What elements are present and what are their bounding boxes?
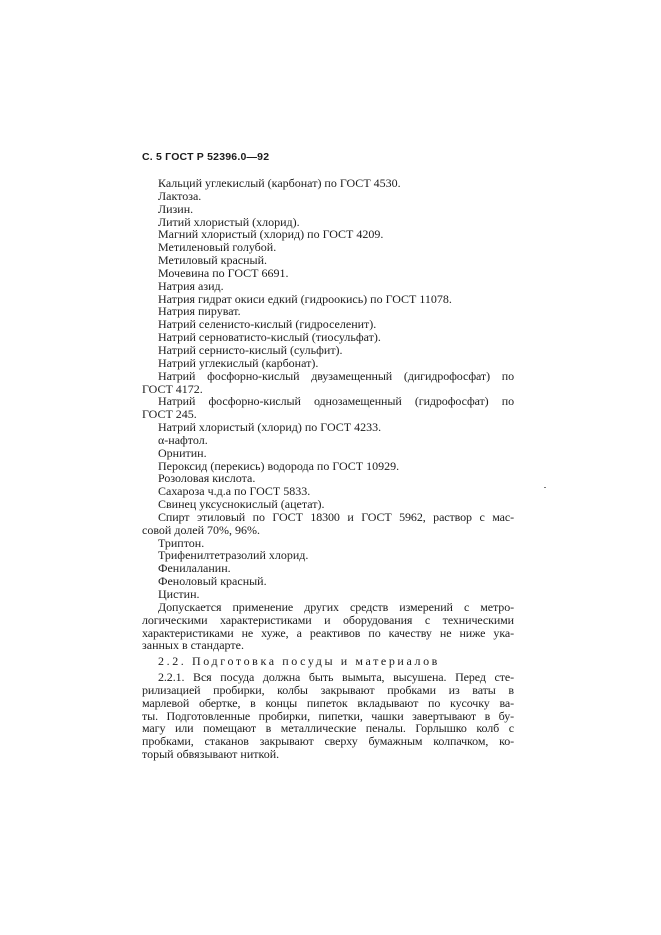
reagent-line: Натрий углекислый (карбонат). bbox=[158, 355, 319, 370]
permission-line: логическими характеристиками и оборудования с техническими bbox=[142, 612, 514, 627]
prep-line: рилизацией пробирки, колбы закрывают пробками из ваты в bbox=[142, 682, 514, 697]
reagent-line: Лизин. bbox=[158, 201, 194, 216]
reagent-line: Магний хлористый (хлорид) по ГОСТ 4209. bbox=[158, 227, 384, 242]
reagent-line: Натрий фосфорно-кислый однозамещенный (гидрофосфат) по bbox=[158, 394, 514, 409]
reagent-line: Цистин. bbox=[158, 587, 200, 601]
reagent-line: Натрий фосфорно-кислый двузамещенный (дигидрофосфат) по bbox=[158, 368, 514, 383]
scan-speck bbox=[544, 487, 546, 488]
prep-line: марлевой обертке, в концы пипеток вкладывают по кусочку ва- bbox=[142, 695, 514, 710]
reagent-line: Литий хлористый (хлорид). bbox=[158, 214, 300, 229]
reagent-line: Феноловый красный. bbox=[158, 574, 267, 589]
reagent-line: Натрия пируват. bbox=[158, 304, 241, 319]
reagent-line: Спирт этиловый по ГОСТ 18300 и ГОСТ 5962, раствор с мас- bbox=[158, 509, 514, 524]
page-header: С. 5 ГОСТ Р 52396.0—92 bbox=[142, 151, 270, 163]
prep-line: торый обвязывают ниткой. bbox=[142, 747, 280, 762]
reagent-line-continuation: совой долей 70%, 96%. bbox=[142, 522, 261, 537]
reagent-line: Натрия азид. bbox=[158, 278, 224, 293]
permission-line: характеристиками не хуже, а реактивов по качеству не ниже ука- bbox=[142, 625, 514, 640]
reagent-line: Сахароза ч.д.а по ГОСТ 5833. bbox=[158, 484, 311, 499]
permission-line: Допускается применение других средств измерений с метро- bbox=[158, 599, 514, 614]
reagent-line: Орнитин. bbox=[158, 445, 207, 460]
reagent-line: Трифенилтетразолий хлорид. bbox=[158, 548, 309, 563]
prep-line: магу или помещают в металлические пеналы. Горлышко колб с bbox=[142, 721, 514, 736]
reagent-line: Метиленовый голубой. bbox=[158, 240, 277, 255]
reagent-line: Триптон. bbox=[158, 535, 205, 550]
reagent-line: α-нафтол. bbox=[158, 432, 208, 447]
page-content bbox=[142, 177, 514, 761]
reagent-line: Фенилаланин. bbox=[158, 561, 231, 576]
reagent-line: Метиловый красный. bbox=[158, 253, 268, 268]
reagent-line: Пероксид (перекись) водорода по ГОСТ 10929. bbox=[158, 458, 400, 473]
prep-line: 2.2.1. Вся посуда должна быть вымыта, высушена. Перед сте- bbox=[158, 670, 514, 685]
reagent-line-continuation: ГОСТ 4172. bbox=[142, 381, 203, 396]
reagent-line: Кальций углекислый (карбонат) по ГОСТ 4530. bbox=[158, 176, 401, 190]
reagent-line: Свинец уксуснокислый (ацетат). bbox=[158, 497, 325, 512]
section-heading: 2.2. Подготовка посуды и материалов bbox=[158, 654, 440, 669]
reagent-line: Натрий сернисто-кислый (сульфит). bbox=[158, 342, 343, 357]
reagent-line: Натрий селенисто-кислый (гидроселенит). bbox=[158, 317, 377, 332]
reagent-line: Лактоза. bbox=[158, 188, 202, 203]
permission-line: занных в стандарте. bbox=[142, 638, 244, 653]
prep-line: пробками, стаканов закрывают сверху бумажным колпачком, ко- bbox=[142, 734, 514, 749]
reagent-line: Натрий хлористый (хлорид) по ГОСТ 4233. bbox=[158, 420, 382, 435]
reagent-line-continuation: ГОСТ 245. bbox=[142, 407, 197, 422]
reagent-line: Натрий серноватисто-кислый (тиосульфат). bbox=[158, 330, 381, 345]
reagent-line: Натрия гидрат окиси едкий (гидроокись) по ГОСТ 11078. bbox=[158, 291, 452, 306]
reagent-line: Мочевина по ГОСТ 6691. bbox=[158, 265, 289, 280]
reagent-line: Розоловая кислота. bbox=[158, 471, 256, 486]
prep-line: ты. Подготовленные пробирки, пипетки, чашки завертывают в бу- bbox=[142, 708, 514, 723]
